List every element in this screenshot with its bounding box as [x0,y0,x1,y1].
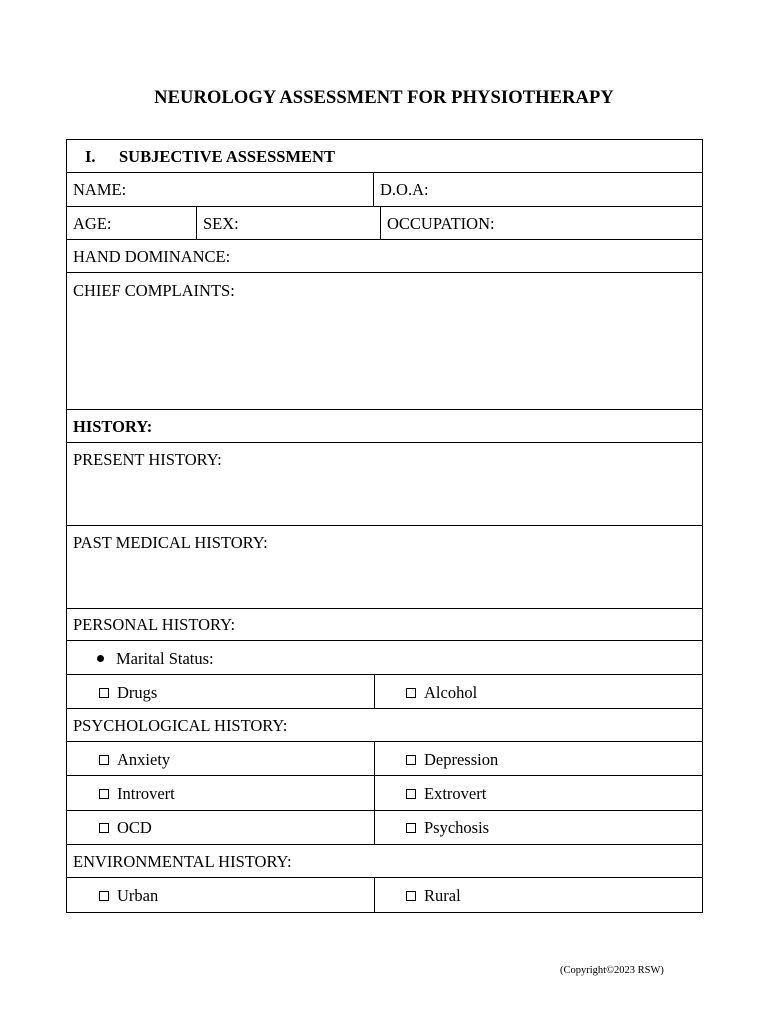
urban-label: Urban [117,886,159,905]
assessment-form [66,139,703,913]
checkbox-icon[interactable] [99,891,109,901]
introvert-label: Introvert [117,784,175,803]
depression-label: Depression [424,750,499,769]
environmental-history-heading: ENVIRONMENTAL HISTORY: [73,852,292,871]
sex-field[interactable]: SEX: [203,214,239,233]
present-history-field[interactable]: PRESENT HISTORY: [73,450,222,469]
drugs-checkbox[interactable] [99,685,157,702]
alcohol-label: Alcohol [424,683,478,702]
urban-checkbox[interactable] [99,888,158,905]
marital-status-field[interactable] [97,651,214,668]
row-divider [67,172,702,173]
checkbox-icon[interactable] [99,755,109,765]
ocd-label: OCD [117,818,152,837]
column-divider [196,206,197,239]
row-divider [67,708,702,709]
checkbox-icon[interactable] [406,823,416,833]
psychosis-checkbox[interactable] [406,820,489,837]
doa-field[interactable]: D.O.A: [380,180,429,199]
anxiety-label: Anxiety [117,750,171,769]
row-divider [67,608,702,609]
drugs-label: Drugs [117,683,158,702]
row-divider [67,409,702,410]
row-divider [67,206,702,207]
row-divider [67,272,702,273]
section-number: I. [85,147,96,166]
checkbox-icon[interactable] [99,789,109,799]
column-divider [380,206,381,239]
chief-complaints-field[interactable]: CHIEF COMPLAINTS: [73,281,235,300]
bullet-icon [97,655,104,662]
column-divider [374,674,375,708]
column-divider [373,172,374,206]
history-heading: HISTORY: [73,417,153,436]
checkbox-icon[interactable] [99,823,109,833]
ocd-checkbox[interactable] [99,820,152,837]
checkbox-icon[interactable] [406,789,416,799]
row-divider [67,741,702,742]
checkbox-icon[interactable] [99,688,109,698]
row-divider [67,239,702,240]
row-divider [67,844,702,845]
extrovert-checkbox[interactable] [406,786,486,803]
psychosis-label: Psychosis [424,818,490,837]
row-divider [67,877,702,878]
introvert-checkbox[interactable] [99,786,175,803]
age-field[interactable]: AGE: [73,214,112,233]
rural-label: Rural [424,886,461,905]
document-title: NEUROLOGY ASSESSMENT FOR PHYSIOTHERAPY [154,88,614,108]
row-divider [67,810,702,811]
occupation-field[interactable]: OCCUPATION: [387,214,495,233]
row-divider [67,775,702,776]
marital-status-label: Marital Status: [116,649,214,668]
past-medical-history-field[interactable]: PAST MEDICAL HISTORY: [73,533,268,552]
column-divider [374,741,375,844]
alcohol-checkbox[interactable] [406,685,477,702]
row-divider [67,525,702,526]
anxiety-checkbox[interactable] [99,752,170,769]
row-divider [67,674,702,675]
row-divider [67,640,702,641]
name-field[interactable]: NAME: [73,180,127,199]
rural-checkbox[interactable] [406,888,461,905]
checkbox-icon[interactable] [406,755,416,765]
extrovert-label: Extrovert [424,784,487,803]
checkbox-icon[interactable] [406,891,416,901]
personal-history-heading: PERSONAL HISTORY: [73,615,236,634]
copyright-notice: (Copyright©2023 RSW) [560,965,664,976]
section-title: SUBJECTIVE ASSESSMENT [119,147,335,166]
depression-checkbox[interactable] [406,752,498,769]
column-divider [374,877,375,913]
row-divider [67,442,702,443]
psychological-history-heading: PSYCHOLOGICAL HISTORY: [73,716,288,735]
checkbox-icon[interactable] [406,688,416,698]
hand-dominance-field[interactable]: HAND DOMINANCE: [73,247,231,266]
